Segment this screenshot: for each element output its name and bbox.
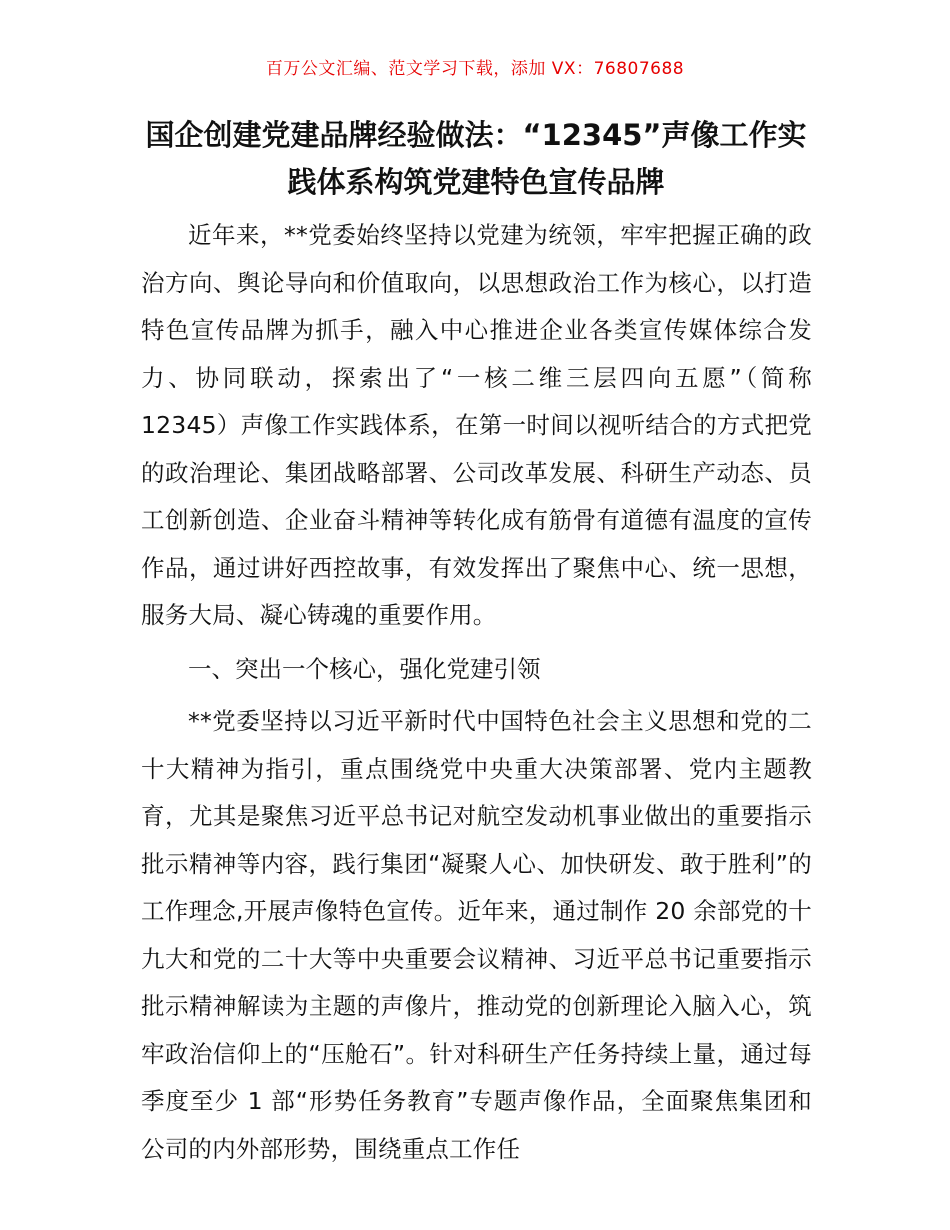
intro-paragraph: 近年来，**党委始终坚持以党建为统领，牢牢把握正确的政治方向、舆论导向和价值取向，以思想政治工作为核心，以打造特色宣传品牌为抓手，融入中心推进企业各类宣传媒体综合发力、协同联动，探索出了“一核二维三层四向五愿”（简称 12345）声像工作实践体系，在第一时间以视听结合的方式把党的政治理论、集团战略部署、公司改革发展、科研生产动态、员工创新创造、企业奋斗精神等转化成有筋骨有道德有温度的宣传作品，通过讲好西控故事，有效发挥出了聚焦中心、统一思想，服务大局、凝心铸魂的重要作用。 [141, 221, 812, 629]
document-body [141, 212, 812, 1179]
section-heading: 一、突出一个核心，强化党建引领 [188, 654, 541, 683]
section-paragraph: **党委坚持以习近平新时代中国特色社会主义思想和党的二十大精神为指引，重点围绕党中央重大决策部署、党内主题教育，尤其是聚焦习近平总书记对航空发动机事业做出的重要指示批示精神等内容，践行集团“凝聚人心、加快研发、敢于胜利”的工作理念,开展声像特色宣传。近年来，通过制作 20 余部党的十九大和党的二十大等中央重要会议精神、习近平总书记重要指示批示精神解读为主题的声像片，推动党的创新理论入脑入心，筑牢政治信仰上的“压舱石”。针对科研生产任务持续上量，通过每季度至少 1 部“形势任务教育”专题声像作品，全面聚焦集团和公司的内外部形势，围绕重点工作任 [141, 707, 812, 1163]
watermark-header: 百万公文汇编、范文学习下载，添加 VX：76807688 [265, 59, 685, 79]
document-title: 国企创建党建品牌经验做法：“12345”声像工作实践体系构筑党建特色宣传品牌 [145, 118, 807, 199]
